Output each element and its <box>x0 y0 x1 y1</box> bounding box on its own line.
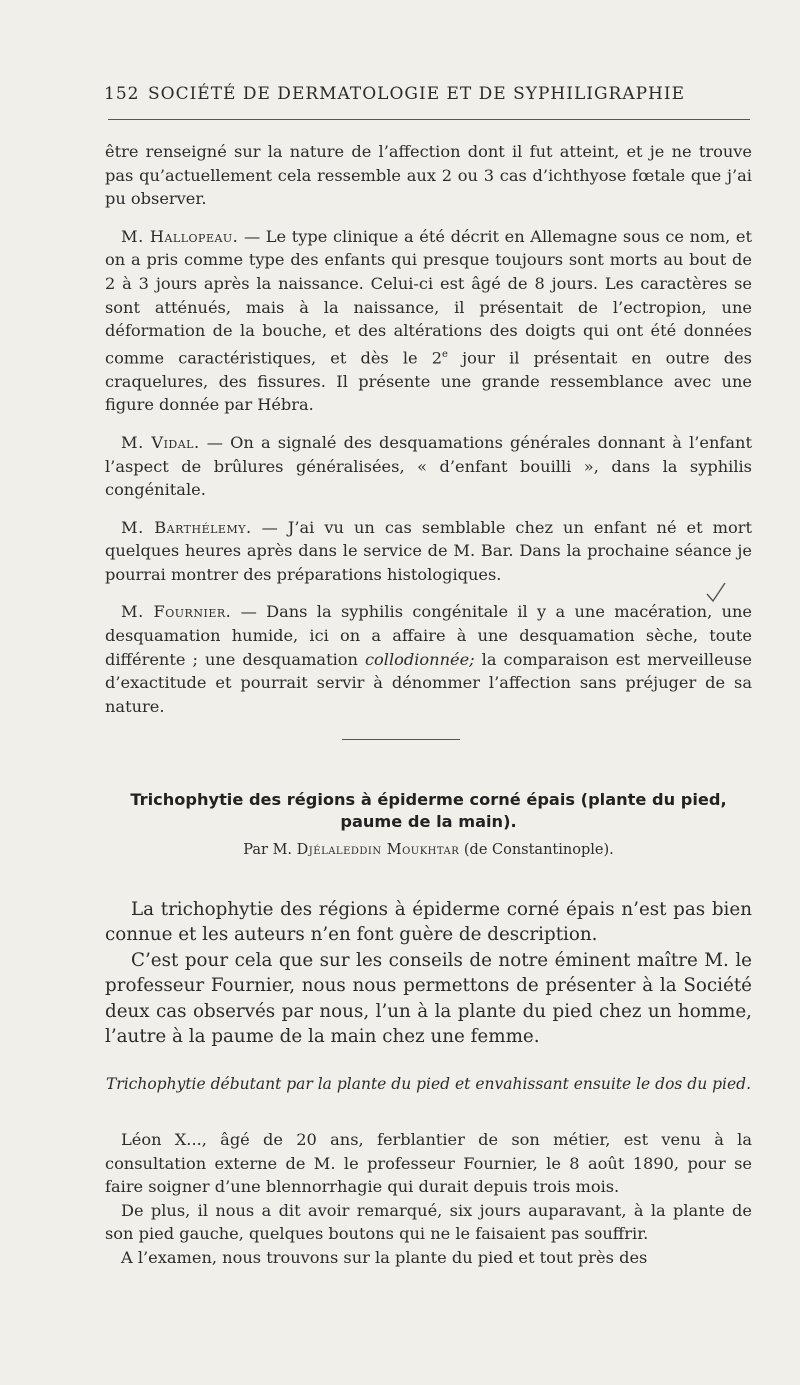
paragraph-vidal: M. Vidal. — On a signalé des desquamations générales donnant à l’enfant l’aspect de brûlures généralisées, « d’enfant bouilli », dans la syphilis congénitale. <box>105 432 752 500</box>
paragraph-fournier: M. Fournier. — Dans la syphilis congénitale il y a une macération, une desquamation humide, ici on a affaire à une desquamation sèche, toute différente ; une desquamation collodionnée; la comparaison est merveilleuse d’exactitude et pourrait servir à dénommer l’affection sans préjuger de sa nature. <box>105 602 752 716</box>
case-paragraph: A l’examen, nous trouvons sur la plante du pied et tout près des <box>121 1247 648 1267</box>
case-subheading: Trichophytie débutant par la plante du pied et envahissant ensuite le dos du pied. <box>105 1075 752 1093</box>
author-name: Djélaleddin Moukhtar <box>296 842 460 858</box>
pencil-check-mark-icon <box>705 580 727 602</box>
article-title: Trichophytie des régions à épiderme corné épais (plante du pied, paume de la main). <box>130 790 727 831</box>
article-introduction <box>105 897 752 1049</box>
running-header <box>104 84 752 108</box>
paragraph-barthelemy: M. Barthélemy. — J’ai vu un cas semblable chez un enfant né et mort quelques heures après dans le service de M. Bar. Dans la prochaine séance je pourrai montrer des préparations histologiques. <box>105 517 752 584</box>
page-number: 152 <box>104 84 140 104</box>
header-rule <box>108 119 750 120</box>
article-byline: Par M. Djélaleddin Moukhtar (de Constantinople). <box>243 842 614 858</box>
section-divider <box>342 739 460 740</box>
intro-paragraph: C’est pour cela que sur les conseils de notre éminent maître M. le professeur Fournier, nous nous permettons de présenter à la Société deux cas observés par nous, l’un à la plante du pied chez un homme, l’autre à la paume de la main chez une femme. <box>105 949 752 1048</box>
paragraph-continuation: être renseigné sur la nature de l’affection dont il fut atteint, et je ne trouve pas qu’actuellement cela ressemble aux 2 ou 3 cas d’ichthyose fœtale que j’ai pu observer. <box>105 142 752 209</box>
paragraph-hallopeau: M. Hallopeau. — Le type clinique a été décrit en Allemagne sous ce nom, et on a pris comme type des enfants qui presque toujours sont morts au bout de 2 à 3 jours après la naissance. Celui-ci est âgé de 8 jours. Les caractères se sont atténués, mais à la naissance, il présentait de l’ectropion, une déformation de la bouche, et des altérations des doigts qui ont été données comme caractéristiques, et dès le 2e jour il présentait en outre des craquelures, des fissures. Il présente une grande ressemblance avec une figure donnée par Hébra. <box>105 226 752 415</box>
speaker-name: M. Hallopeau. <box>121 226 239 246</box>
running-title: SOCIÉTÉ DE DERMATOLOGIE ET DE SYPHILIGRAPHIE <box>148 84 686 104</box>
case-paragraph: De plus, il nous a dit avoir remarqué, six jours auparavant, à la plante de son pied gauche, quelques boutons qui ne le faisaient pas souffrir. <box>105 1200 752 1244</box>
speaker-name: M. Vidal. <box>121 432 200 452</box>
case-paragraph: Léon X..., âgé de 20 ans, ferblantier de son métier, est venu à la consultation externe de M. le professeur Fournier, le 8 août 1890, pour se faire soigner d’une blennorrhagie qui durait depuis trois mois. <box>105 1130 752 1197</box>
speaker-name: M. Fournier. <box>121 602 232 622</box>
intro-paragraph: La trichophytie des régions à épiderme corné épais n’est pas bien connue et les auteurs n’en font guère de description. <box>105 899 752 946</box>
speaker-name: M. Barthélemy. <box>121 517 252 537</box>
discussion-section <box>105 140 752 732</box>
case-description <box>105 1128 752 1270</box>
